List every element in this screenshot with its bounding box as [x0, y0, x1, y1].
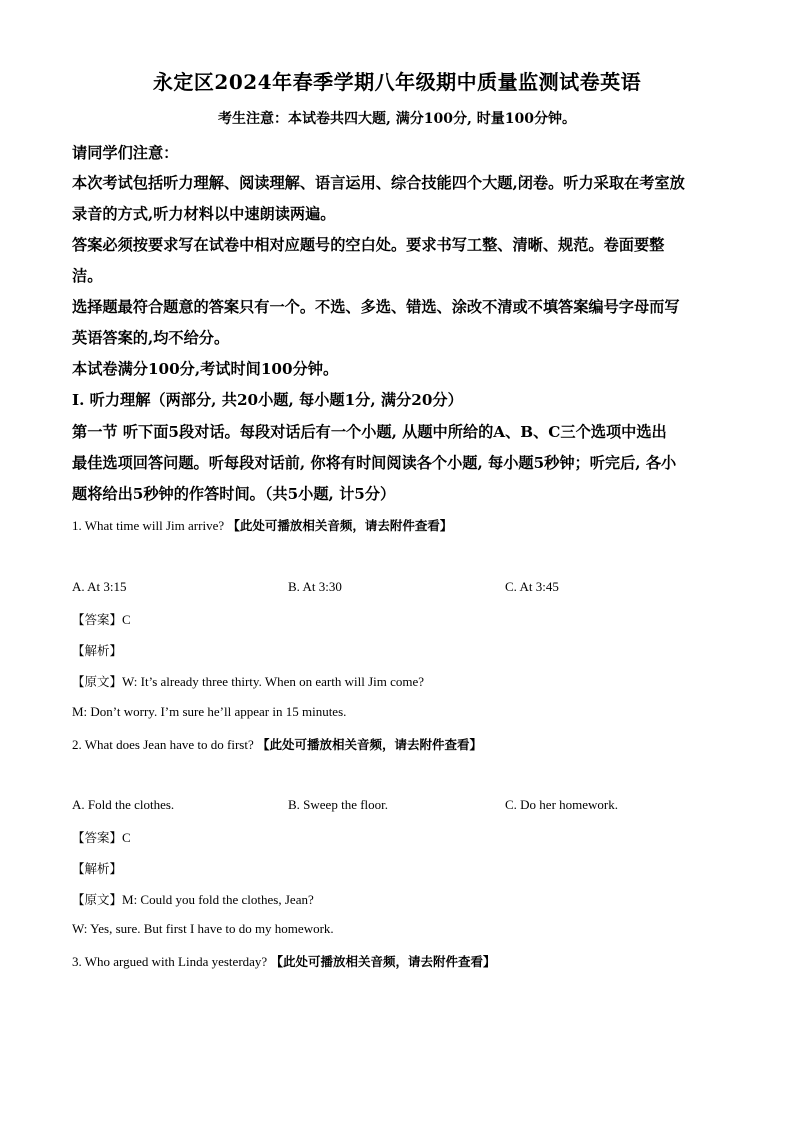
question-3-text: 3. Who argued with Linda yesterday? — [72, 954, 268, 969]
section-1-instructions-line-1: 第一节 听下面5段对话。每段对话后有一个小题, 从题中所给的A、B、C三个选项中选出 — [72, 423, 667, 441]
question-2-option-b: B. Sweep the floor. — [288, 797, 389, 812]
question-3-stem — [72, 952, 495, 970]
audio-link-1[interactable]: 【此处可播放相关音频，请去附件查看】 — [227, 518, 453, 533]
notice-paragraph-3-line-2: 英语答案的,均不给分。 — [72, 329, 230, 347]
question-2-transcript-line-2: W: Yes, sure. But first I have to do my homework. — [72, 921, 334, 936]
question-1-option-b: B. At 3:30 — [288, 579, 342, 594]
question-1-option-c: C. At 3:45 — [505, 579, 559, 594]
question-1-transcript-line-1 — [72, 672, 424, 690]
notice-paragraph-1-line-2: 录音的方式,听力材料以中速朗读两遍。 — [72, 205, 336, 223]
notice-paragraph-3-line-1: 选择题最符合题意的答案只有一个。不选、多选、错选、涂改不清或不填答案编号字母而写 — [72, 298, 680, 316]
question-2-analysis — [72, 859, 122, 877]
original-label: 【原文】 — [72, 674, 123, 689]
analysis-label: 【解析】 — [72, 861, 123, 876]
answer-label: 【答案】 — [72, 830, 123, 845]
section-1-instructions-line-2: 最佳选项回答问题。听每段对话前, 你将有时间阅读各个小题, 每小题5秒钟；听完后, 各小 — [72, 454, 677, 472]
answer-label: 【答案】 — [72, 612, 123, 627]
analysis-label: 【解析】 — [72, 643, 123, 658]
answer-value: C — [122, 830, 131, 845]
question-1-analysis — [72, 641, 122, 659]
question-2-transcript-line-1 — [72, 890, 314, 908]
section-1-heading: Ⅰ. 听力理解（两部分, 共20小题, 每小题1分, 满分20分） — [72, 391, 463, 409]
question-2-stem — [72, 735, 482, 753]
original-label: 【原文】 — [72, 892, 123, 907]
notice-paragraph-2-line-1: 答案必须按要求写在试卷中相对应题号的空白处。要求书写工整、清晰、规范。卷面要整 — [72, 236, 665, 254]
notice-paragraph-4: 本试卷满分100分,考试时间100分钟。 — [72, 360, 339, 378]
question-1-option-a: A. At 3:15 — [72, 579, 127, 594]
page-title: 永定区2024年春季学期八年级期中质量监测试卷英语 — [152, 70, 642, 94]
question-1-text: 1. What time will Jim arrive? — [72, 518, 225, 533]
notice-paragraph-2-line-2: 洁。 — [72, 267, 103, 285]
page-subtitle: 考生注意：本试卷共四大题, 满分100分, 时量100分钟。 — [218, 111, 576, 127]
question-2-option-c: C. Do her homework. — [505, 797, 619, 812]
audio-link-3[interactable]: 【此处可播放相关音频，请去附件查看】 — [270, 954, 496, 969]
section-1-instructions-line-3: 题将给出5秒钟的作答时间。（共5小题, 计5分） — [72, 485, 396, 503]
notice-paragraph-1-line-1: 本次考试包括听力理解、阅读理解、语言运用、综合技能四个大题,闭卷。听力采取在考室放 — [72, 174, 685, 192]
question-2-option-a: A. Fold the clothes. — [72, 797, 175, 812]
question-2-text: 2. What does Jean have to do first? — [72, 737, 254, 752]
notice-heading: 请同学们注意： — [72, 144, 179, 162]
question-1-transcript-line-2: M: Don’t worry. I’m sure he’ll appear in 15 minutes. — [72, 704, 347, 719]
question-1-stem — [72, 516, 452, 534]
question-1-answer — [72, 610, 131, 628]
answer-value: C — [122, 612, 131, 627]
question-2-answer — [72, 828, 131, 846]
transcript-text: W: It’s already three thirty. When on earth will Jim come? — [122, 674, 425, 689]
audio-link-2[interactable]: 【此处可播放相关音频，请去附件查看】 — [256, 737, 482, 752]
transcript-text: M: Could you fold the clothes, Jean? — [122, 892, 314, 907]
